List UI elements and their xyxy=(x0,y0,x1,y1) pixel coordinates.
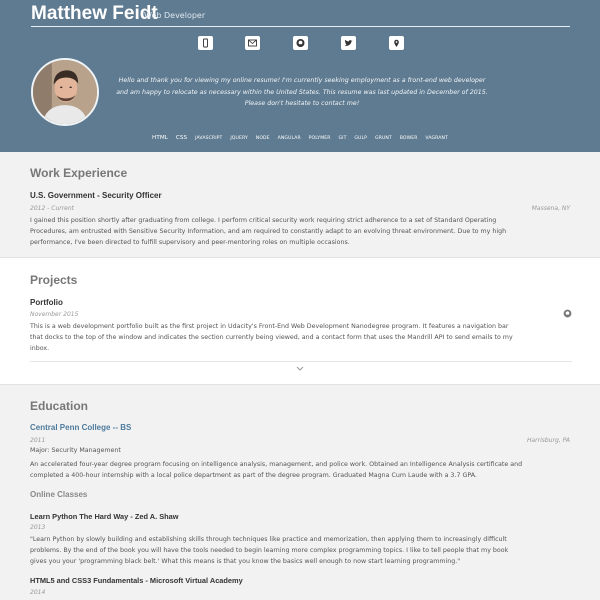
education-heading: Education xyxy=(30,399,89,413)
project-title: Portfolio xyxy=(30,298,63,307)
email-icon xyxy=(245,36,260,50)
description-line: This is a web development portfolio built as the first project in Udacity's Front-End Web Development Nanodegree program. It features a navigation bar xyxy=(30,323,509,330)
location-link[interactable] xyxy=(389,36,404,50)
skill-grunt: GRUNT xyxy=(374,136,392,141)
twitter-icon xyxy=(341,36,356,50)
project-date: November 2015 xyxy=(30,311,79,318)
job-title: U.S. Government - Security Officer xyxy=(30,191,162,200)
job-dates: 2012 - Current xyxy=(30,205,75,212)
class-year: 2014 xyxy=(30,589,46,596)
job-location: Massena, NY xyxy=(531,205,570,212)
role-subtitle: Web Developer xyxy=(144,11,206,20)
class-title: HTML5 and CSS3 Fundamentals - Microsoft Virtual Academy xyxy=(30,576,243,585)
education-section xyxy=(0,385,600,600)
school-link[interactable]: Central Penn College -- BS xyxy=(30,423,132,432)
mobile-icon xyxy=(198,36,213,50)
description-line: completed a 400-hour internship with a local police department as part of the degree program. Graduated Magna Cum Laude with a 3.7 GPA. xyxy=(30,471,477,479)
skill-gulp: GULP xyxy=(354,136,368,141)
twitter-link[interactable] xyxy=(341,36,356,50)
description-line: that docks to the top of the window and indicates the section currently being viewed, and a contact form that uses the Mandrill API to send emails to my xyxy=(30,333,513,341)
school-major: Major: Security Management xyxy=(30,447,121,454)
github-link[interactable] xyxy=(293,36,308,50)
school-location: Harrisburg, PA xyxy=(526,437,570,444)
email-link[interactable] xyxy=(245,36,260,50)
class-year: 2013 xyxy=(30,524,46,531)
header xyxy=(0,0,600,152)
description-line: problems. By the end of the book you will have the tools needed to begin learning more complex programming topics. I like to tell people that my book xyxy=(30,546,509,554)
skill-html: HTML xyxy=(152,135,168,141)
intro-text xyxy=(106,75,498,110)
skill-css: CSS xyxy=(175,135,188,141)
description-line: An accelerated four-year degree program focusing on intelligence analysis, management, and police work. Obtained an Intelligence Analysis certificate and xyxy=(30,461,523,468)
work-heading: Work Experience xyxy=(30,166,128,180)
skill-javascript: JAVASCRIPT xyxy=(195,136,223,141)
skill-polymer: POLYMER xyxy=(308,136,331,141)
skill-angular: ANGULAR xyxy=(277,136,301,141)
skill-vagrant: VAGRANT xyxy=(425,136,448,141)
description-line: inbox. xyxy=(30,344,50,352)
description-line: gives you your 'programming black belt.' What this means is that you know the basics well enough to now start learning programming." xyxy=(30,557,461,565)
skill-node: NODE xyxy=(255,136,270,141)
chevron-down-icon[interactable] xyxy=(296,366,304,371)
location-icon xyxy=(389,36,404,50)
class-title: Learn Python The Hard Way - Zed A. Shaw xyxy=(30,512,179,521)
skill-git: GIT xyxy=(338,136,347,141)
intro-line: Hello and thank you for viewing my online resume! I'm currently seeking employment as a front-end web developer xyxy=(118,77,486,84)
online-classes-heading: Online Classes xyxy=(30,490,88,499)
description-line: I gained this position shortly after graduating from college. I perform critical security work requiring strict adherence to a set of Standard Operating xyxy=(30,217,497,224)
project-divider xyxy=(30,361,572,362)
intro-line: and am happy to relocate as necessary within the United States. This resume was last updated in December of 2015. xyxy=(116,88,488,96)
name-title: Matthew Feidt xyxy=(31,3,158,24)
school-description xyxy=(30,460,572,482)
job-description xyxy=(30,216,572,248)
class-description xyxy=(30,535,572,567)
skill-bower: BOWER xyxy=(399,136,418,141)
description-line: Procedures, am entrusted with Sensitive Security Information, and am required to constantly adapt to an evolving threat environment. Due to my high xyxy=(30,227,507,235)
intro-line: Please don't hesitate to contact me! xyxy=(244,100,360,107)
work-section xyxy=(0,152,600,257)
avatar xyxy=(31,58,99,126)
project-description xyxy=(30,322,572,354)
profile-photo xyxy=(33,60,97,124)
skills-list xyxy=(0,135,600,141)
school-year: 2011 xyxy=(30,437,46,444)
header-divider xyxy=(31,26,570,27)
skill-jquery: JQUERY xyxy=(230,136,248,141)
github-icon xyxy=(293,36,308,50)
description-line: "Learn Python by slowly building and establishing skills through techniques like practice and memorization, then applying them to increasingly difficult xyxy=(30,536,507,543)
projects-heading: Projects xyxy=(30,273,78,287)
project-github-icon[interactable] xyxy=(563,309,572,318)
mobile-link[interactable] xyxy=(198,36,213,50)
description-line: performance, I've been directed to fulfill supervisory and peer-mentoring roles on multiple occasions. xyxy=(30,238,350,246)
